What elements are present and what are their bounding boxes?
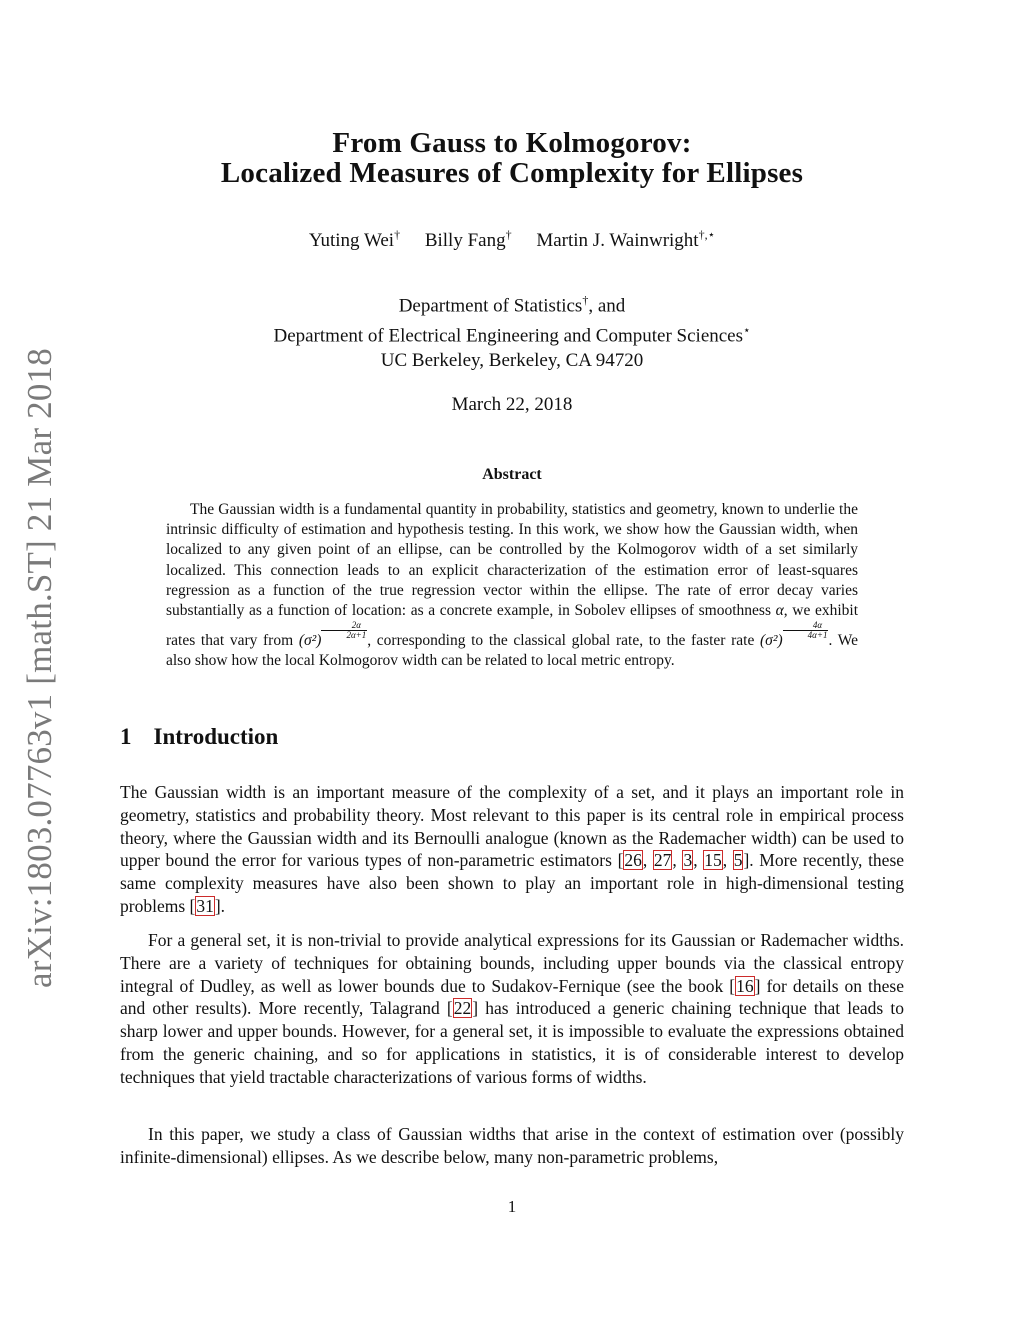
author-mark: †,⋆ [698,228,716,242]
abstract-body: The Gaussian width is a fundamental quantity in probability, statistics and geometry, known to underlie the intrinsic difficulty of estimation and hypothesis testing. In this work, we show how the Gaussian width, when localized to any given point of an ellipse, can be controlled by the Kolmogorov width of a set similarly localized. This connection leads to an explicit characterization of the estimation error of least-squares regression as a function of the true regression vector within the ellipse. The rate of error decay varies substantially as a function of location: as a concrete example, in Sobolev ellipses of smoothness α, we exhibit rates that vary from (σ²) $\frac{2\alpha}{2\alpha+1}$ , corresponding to the classical global rate, to the faster rate (σ²) $\frac{4\alpha}{4\alpha+1}$ . We also show how the local Kolmogorov width can be related to local metric entropy. [166,501,858,670]
affiliation-line-3: UC Berkeley, Berkeley, CA 94720 [380,349,644,371]
abstract-heading: Abstract [482,466,542,483]
citation-link[interactable]: 3 [683,850,693,871]
arxiv-stamp-text: arXiv:1803.07763v1 [math.ST] 21 Mar 2018 [20,348,59,988]
author-list [0,228,1024,252]
title-line-1: From Gauss to Kolmogorov: [332,127,692,159]
paper-date: March 22, 2018 [451,394,573,415]
affiliation-line-1: Department of Statistics†, and [398,293,626,317]
math-rate-fast: (σ²) $\frac{4\alpha}{4\alpha+1}$ [760,620,828,650]
citation-link[interactable]: 22 [453,998,472,1019]
author-name: Billy Fang [424,230,506,252]
author [425,230,512,251]
citation-link[interactable]: 16 [736,975,754,996]
author-mark: † [394,228,401,242]
author-name: Martin J. Wainwright [536,230,699,252]
author [309,230,400,251]
author-mark: † [505,228,512,242]
citation-link[interactable]: 15 [704,850,722,871]
paper-title [0,128,1024,188]
author [536,230,715,251]
citation-link[interactable]: 27 [653,850,672,871]
math-alpha: α [775,602,784,620]
citation-link[interactable]: 5 [733,850,743,871]
section-number: 1 [120,724,132,749]
affiliation-block [0,288,1024,373]
author-name: Yuting Wei [308,230,395,252]
citation-link[interactable]: 31 [196,895,214,916]
title-line-2: Localized Measures of Complexity for Ellipses [220,157,804,189]
intro-paragraph-1: The Gaussian width is an important measure of the complexity of a set, and it plays an important role in geometry, statistics and probability theory. Most relevant to this paper is its central role in empirical process theory, where the Gaussian width and its Bernoulli analogue (known as the Rademacher width) can be used to upper bound the error for various types of non-parametric estimators [26, 27, 3, 15, 5]. More recently, these same complexity measures have also been shown to play an important role in high-dimensional testing problems [31]. [120,782,905,916]
math-rate-global: (σ²) $\frac{2\alpha}{2\alpha+1}$ [298,620,367,650]
intro-paragraph-3: In this paper, we study a class of Gaussian widths that arise in the context of estimation over (possibly infinite-dimensional) ellipses. As we describe below, many non-parametric problems, [120,1124,904,1167]
intro-paragraph-2: For a general set, it is non-trivial to provide analytical expressions for its Gaussian or Rademacher widths. There are a variety of techniques for obtaining bounds, including upper bounds via the classical entropy integral of Dudley, as well as lower bounds due to Sudakov-Fernique (see the book [16] for details on these and other results). More recently, Talagrand [22] has introduced a generic chaining technique that leads to sharp lower and upper bounds. However, for a general set, it is impossible to evaluate the expressions obtained from the generic chaining, and so for applications in statistics, it is of considerable interest to develop techniques that yield tractable characterizations of various forms of widths. [120,930,905,1087]
section-heading-introduction [120,724,278,750]
page-number: 1 [507,1197,517,1216]
citation-link[interactable]: 26 [624,850,642,871]
affiliation-line-2: Department of Electrical Engineering and Computer Sciences⋆ [273,323,751,347]
section-title: Introduction [153,724,279,749]
